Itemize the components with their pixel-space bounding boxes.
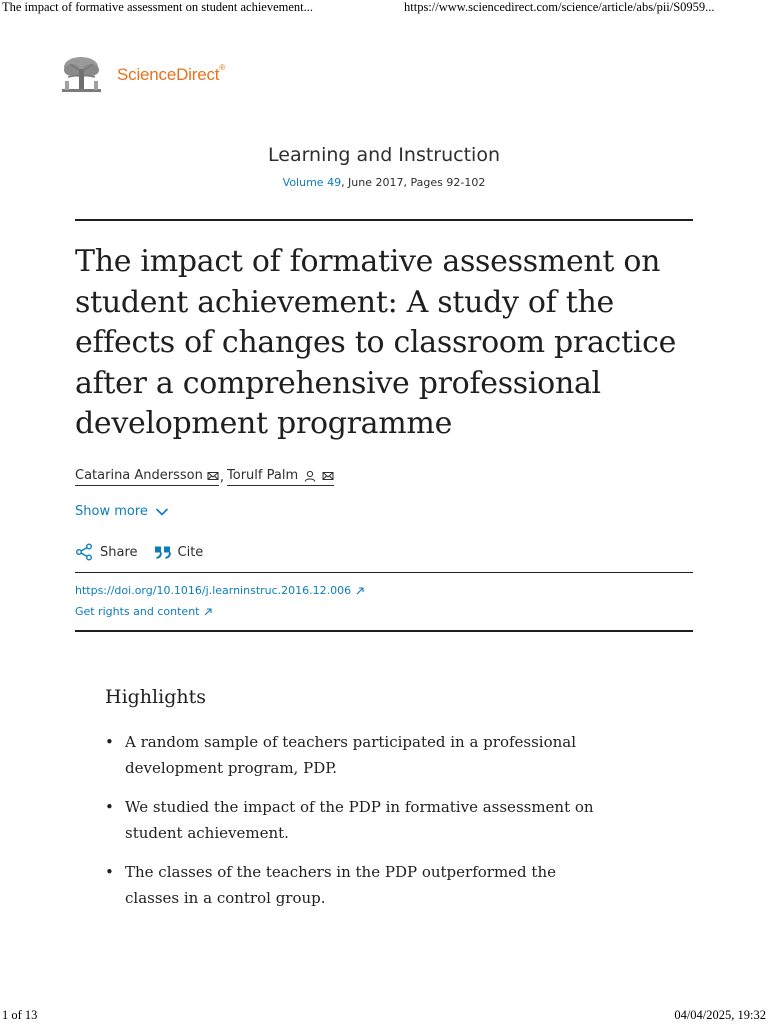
highlights-heading: Highlights (105, 686, 206, 708)
highlight-text: A random sample of teachers participated in a professional development program, PDP. (125, 733, 577, 777)
divider (75, 630, 693, 632)
author-list (75, 466, 334, 488)
bullet: • (105, 733, 114, 751)
article-title: The impact of formative assessment on student achievement: A study of the effects of changes to classroom practice after a comprehensive professional development programme (75, 244, 677, 442)
share-button[interactable] (75, 543, 138, 561)
author-name: Torulf Palm (227, 468, 299, 483)
rights-link[interactable] (75, 605, 212, 618)
highlight-text: The classes of the teachers in the PDP outperformed the classes in a control group. (125, 863, 556, 907)
person-icon (304, 470, 316, 482)
volume-link[interactable]: Volume 49 (282, 176, 342, 189)
share-label: Share (100, 544, 138, 560)
chevron-down-icon (155, 507, 169, 517)
author-palm[interactable] (227, 468, 334, 486)
show-more-button[interactable] (75, 504, 169, 519)
external-link-icon (204, 608, 212, 616)
elsevier-tree-icon (60, 55, 103, 95)
mail-icon[interactable] (207, 470, 219, 482)
divider (75, 219, 693, 221)
external-link-icon (356, 587, 364, 595)
print-header (0, 0, 768, 16)
mail-icon[interactable] (322, 470, 334, 482)
author-separator: , (219, 469, 225, 485)
brand-name: ScienceDirect® (117, 63, 225, 84)
cite-button[interactable] (154, 545, 204, 560)
sciencedirect-logo[interactable] (60, 54, 240, 96)
bullet: • (105, 863, 114, 881)
author-name: Catarina Andersson (75, 468, 203, 483)
author-andersson[interactable] (75, 468, 219, 486)
divider (75, 572, 693, 573)
doi-link[interactable] (75, 584, 364, 597)
volume-info (0, 176, 768, 189)
highlight-text: We studied the impact of the PDP in formative assessment on student achievement. (125, 798, 594, 842)
quote-icon (154, 545, 171, 559)
list-item (105, 795, 605, 846)
doi-text: https://doi.org/10.1016/j.learninstruc.2016.12.006 (75, 584, 352, 597)
issue-details: , June 2017, Pages 92-102 (341, 176, 486, 189)
share-icon (75, 543, 93, 561)
journal-name[interactable]: Learning and Instruction (268, 144, 500, 166)
article-actions (75, 543, 219, 561)
print-footer (0, 1008, 768, 1024)
list-item (105, 730, 605, 781)
print-timestamp: 04/04/2025, 19:32 (674, 1008, 766, 1022)
highlights-list (105, 730, 605, 925)
page-count: 1 of 13 (2, 1008, 38, 1022)
rights-text: Get rights and content (75, 605, 200, 618)
cite-label: Cite (177, 544, 204, 560)
bullet: • (105, 798, 114, 816)
print-url: https://www.sciencedirect.com/science/article/abs/pii/S0959... (404, 0, 715, 14)
show-more-label: Show more (75, 504, 148, 519)
list-item (105, 860, 605, 911)
print-page-title: The impact of formative assessment on student achievement... (2, 0, 314, 14)
